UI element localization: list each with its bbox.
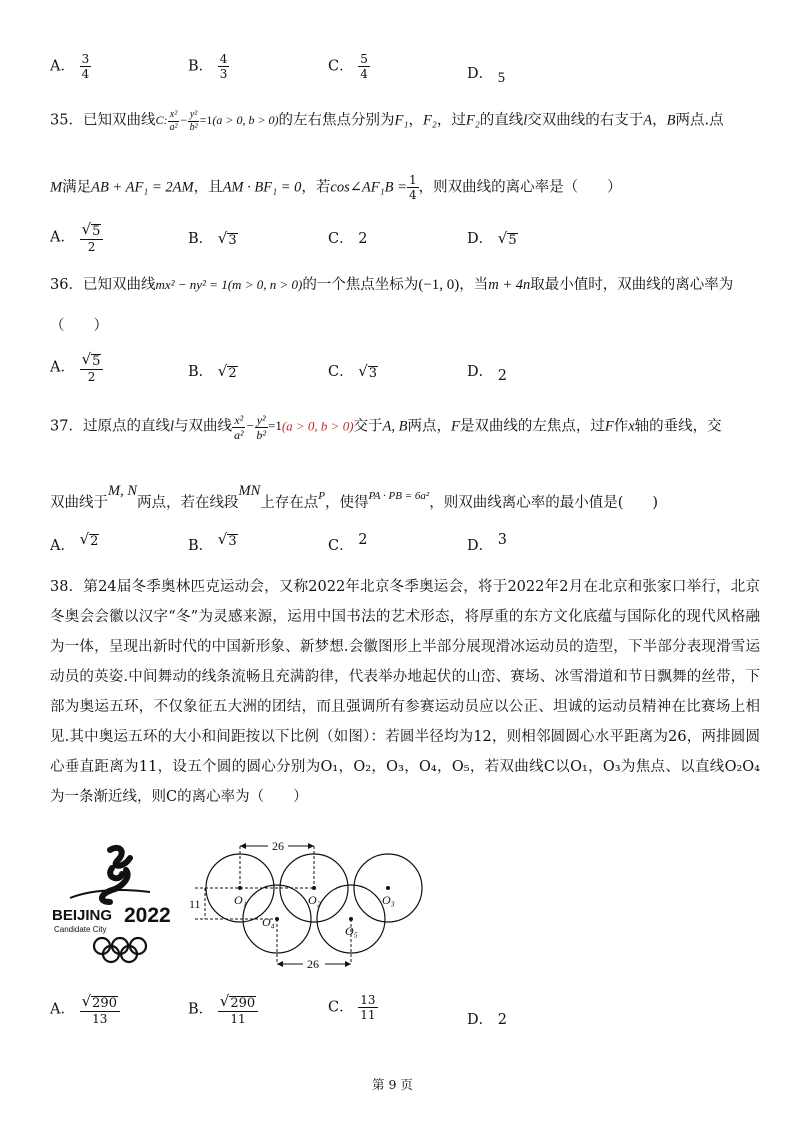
q36-option-a bbox=[50, 352, 103, 383]
radicand: 3 bbox=[228, 233, 237, 248]
denominator: 2 bbox=[87, 240, 96, 254]
radicand: 2 bbox=[228, 366, 237, 381]
q36-line-1 bbox=[50, 275, 733, 295]
dimension-label-left: 11 bbox=[189, 897, 201, 911]
denominator: 4 bbox=[408, 188, 417, 202]
question-text: 第24届冬季奥林匹克运动会，又称2022年北京冬季奥运会，将于2022年2月在北京和张家口举行，北京冬奥会会徽以汉字“冬”为灵感来源，运用中国书法的艺术形态，将厚重的东方文化底蕴与国际化的现代风格融为一体，呈现出新时代的中国新形象、新梦想.会徽图形上半部分展现滑冰运动员的造型，下半部分表现滑雪运动员的英姿.中间舞动的线条流畅且充满韵律，代表举办地起伏的山峦、赛场、冰雪滑道和节日飘舞的丝带，下部为奥运五环，不仅象征五大洲的团结，而且强调所有参赛运动员应以公正、坦诚的运动员精神在比赛场上相见.其中奥运五环的大小和间距按以下比例（如图）：若圆半径均为12，则相邻圆圆心水平距离为26，两排圆圆心垂直距离为11，设五个圆的圆心分别为O₁，O₂，O₃，O₄，O₅，若双曲线C以O₁，O₃为焦点、以直线O₂O₄为一条渐近线，则C的离心率为（ ） bbox=[50, 579, 761, 805]
numerator: y² bbox=[189, 109, 198, 120]
text: 的直线 bbox=[479, 112, 524, 129]
arrow-icon bbox=[277, 961, 283, 967]
focus-f2: F₂ bbox=[465, 112, 480, 129]
sqrt: √ 2 bbox=[217, 362, 237, 381]
option-label: D． bbox=[467, 364, 494, 380]
denominator: 4 bbox=[81, 67, 90, 81]
option-label: C． bbox=[328, 538, 354, 554]
numerator bbox=[80, 222, 104, 240]
point-m: M bbox=[50, 179, 63, 196]
option-value: 2 bbox=[497, 1012, 507, 1028]
text: 满足 bbox=[62, 179, 92, 196]
option-value: 2 bbox=[497, 368, 507, 384]
focus-f1: F₁ bbox=[394, 112, 409, 129]
text: 已知双曲线 bbox=[82, 112, 156, 129]
numerator bbox=[218, 994, 258, 1012]
expression: m + 4n bbox=[488, 277, 531, 293]
dimension-label-top: 26 bbox=[272, 839, 284, 853]
sqrt: √ 2 bbox=[79, 530, 99, 549]
arrow-icon bbox=[240, 843, 246, 849]
option-label: C． bbox=[328, 364, 354, 380]
numerator: 5 bbox=[360, 52, 368, 66]
option-value: 2 bbox=[358, 532, 368, 548]
point-b: B bbox=[666, 112, 676, 129]
option-label: D． bbox=[467, 231, 494, 247]
condition: (a > 0, b > 0) bbox=[212, 113, 279, 128]
segment-mn: MN bbox=[238, 483, 261, 499]
focus-coordinate: (−1, 0) bbox=[418, 277, 460, 293]
logo-text-beijing: BEIJING bbox=[52, 907, 113, 924]
option-label: A． bbox=[50, 58, 75, 75]
line-l: l bbox=[523, 112, 528, 129]
radicand: 2 bbox=[90, 534, 99, 549]
focus-f: F bbox=[451, 418, 460, 435]
option-value: 3 bbox=[497, 532, 507, 548]
denominator: 13 bbox=[92, 1012, 108, 1026]
option-label: C． bbox=[328, 58, 354, 75]
beijing-2022-logo bbox=[50, 838, 190, 970]
line-l: l bbox=[169, 418, 174, 435]
sqrt: √ 3 bbox=[217, 229, 237, 248]
option-label: B． bbox=[188, 1001, 214, 1018]
radicand: 5 bbox=[92, 224, 101, 239]
focus-f: F bbox=[604, 418, 614, 435]
center-dot bbox=[312, 886, 316, 890]
q35-option-c bbox=[328, 227, 367, 248]
text: ，则双曲线的离心率是（ ） bbox=[418, 179, 622, 196]
fraction bbox=[80, 352, 104, 383]
logo-text-candidate-city: Candidate City bbox=[54, 925, 107, 934]
numerator bbox=[80, 352, 104, 370]
option-label: C． bbox=[328, 999, 354, 1016]
q35-line-2 bbox=[50, 174, 622, 201]
text: 作 bbox=[613, 418, 629, 435]
fraction bbox=[188, 110, 200, 133]
numerator: 13 bbox=[360, 993, 376, 1007]
numerator: 4 bbox=[219, 52, 228, 66]
logo-swoosh-icon bbox=[70, 890, 150, 898]
denominator: 4 bbox=[360, 67, 368, 81]
option-label: D． bbox=[467, 66, 494, 82]
q36-line-2 bbox=[50, 316, 108, 336]
q37-option-d bbox=[467, 534, 507, 555]
option-label: D． bbox=[467, 538, 494, 554]
denominator: 11 bbox=[360, 1008, 376, 1022]
numerator: y² bbox=[256, 413, 266, 427]
text: 的左右焦点分别为 bbox=[278, 112, 395, 129]
label-o2: O₂ bbox=[308, 893, 321, 907]
sqrt: √ 290 bbox=[81, 992, 117, 1011]
denominator: b² bbox=[256, 428, 266, 442]
label-o4: O₄ bbox=[262, 915, 275, 929]
sqrt: √ 290 bbox=[219, 992, 256, 1011]
arrow-icon bbox=[308, 843, 314, 849]
option-label: A． bbox=[50, 538, 75, 554]
text: ，若 bbox=[301, 179, 331, 196]
label-o5: O₅ bbox=[345, 924, 358, 938]
vector-equation: PA · PB = 6a² bbox=[368, 490, 430, 502]
olympic-rings-icon bbox=[94, 938, 146, 962]
text: 两点， bbox=[407, 418, 451, 435]
text: 上存在点 bbox=[260, 495, 319, 511]
text: 与双曲线 bbox=[173, 418, 232, 435]
points-ab: A, B bbox=[382, 418, 408, 435]
text: 取最小值时，双曲线的离心率为 bbox=[530, 277, 734, 293]
q34-option-c bbox=[328, 53, 370, 80]
dimension-label-bottom: 26 bbox=[307, 957, 319, 971]
center-dot bbox=[349, 917, 353, 921]
text: ，且 bbox=[193, 179, 223, 196]
text: ，使得 bbox=[324, 495, 369, 511]
sqrt: √ 3 bbox=[217, 530, 237, 549]
fraction bbox=[407, 174, 419, 201]
q38-paragraph bbox=[50, 572, 760, 812]
q35-option-a bbox=[50, 222, 103, 253]
q37-option-b bbox=[188, 530, 238, 555]
option-label: B． bbox=[188, 538, 214, 554]
sqrt: √ 5 bbox=[497, 229, 517, 248]
sqrt: √ 5 bbox=[81, 220, 101, 239]
fraction bbox=[80, 994, 120, 1025]
text: 过原点的直线 bbox=[82, 418, 170, 435]
q37-line-1 bbox=[50, 414, 722, 441]
q35-option-d bbox=[467, 227, 518, 248]
text: 交于 bbox=[353, 418, 383, 435]
option-label: A． bbox=[50, 1001, 75, 1018]
text: 是双曲线的左焦点，过 bbox=[459, 418, 605, 435]
vector-equation-2: AM · BF₁ = 0 bbox=[222, 179, 302, 196]
curve-name: C bbox=[155, 113, 164, 128]
focus-f2: F₂ bbox=[422, 112, 437, 129]
fraction bbox=[358, 53, 370, 80]
denominator: 2 bbox=[87, 370, 96, 384]
page-number: 第 9 页 bbox=[372, 1077, 413, 1092]
option-label: A． bbox=[50, 229, 75, 246]
fraction bbox=[218, 994, 258, 1025]
condition: (a > 0, b > 0) bbox=[281, 418, 354, 434]
center-dot bbox=[386, 886, 390, 890]
radicand: 3 bbox=[228, 534, 237, 549]
numerator: x² bbox=[234, 413, 244, 427]
text: 交双曲线的右支于 bbox=[527, 112, 644, 129]
q38-option-a bbox=[50, 994, 120, 1025]
point-p: P bbox=[318, 490, 325, 502]
center-dot bbox=[275, 917, 279, 921]
radicand: 5 bbox=[508, 233, 517, 248]
q34-option-a bbox=[50, 53, 91, 80]
sqrt: √ 5 bbox=[81, 350, 101, 369]
cosine-expression: cos∠AF₁B = bbox=[330, 179, 407, 196]
text: 双曲线于 bbox=[50, 495, 108, 511]
option-label: B． bbox=[188, 58, 214, 75]
text: ，当 bbox=[459, 277, 489, 293]
option-label: B． bbox=[188, 231, 214, 247]
q36-option-c bbox=[328, 360, 378, 381]
numerator: 1 bbox=[408, 173, 417, 187]
radicand: 290 bbox=[230, 996, 256, 1011]
text: 轴的垂线，交 bbox=[634, 418, 722, 435]
text: 已知双曲线 bbox=[82, 277, 156, 293]
radicand: 3 bbox=[368, 366, 378, 381]
text: 两点，若在线段 bbox=[137, 495, 239, 511]
sqrt: √ 3 bbox=[358, 362, 378, 381]
label-o3: O₃ bbox=[382, 893, 395, 907]
hyperbola-equation: $\frac{\text{x²}}{\text{a²}}$ − $\frac{\text{y²}}{\text{b²}}$ =1 bbox=[233, 413, 282, 442]
option-label: A． bbox=[50, 359, 75, 376]
q37-option-c bbox=[328, 534, 367, 555]
point-a: A bbox=[643, 112, 653, 129]
text: 的一个焦点坐标为 bbox=[302, 277, 419, 293]
denominator: b² bbox=[189, 122, 198, 133]
fraction bbox=[218, 53, 230, 80]
points-mn: M, N bbox=[108, 483, 137, 499]
fraction bbox=[80, 222, 104, 253]
q35-option-b bbox=[188, 227, 238, 248]
denominator: 11 bbox=[230, 1012, 246, 1026]
text: ，过 bbox=[436, 112, 466, 129]
question-number: 35． bbox=[50, 112, 83, 129]
q37-option-a bbox=[50, 530, 99, 555]
arrow-icon bbox=[345, 961, 351, 967]
text: 两点.点 bbox=[675, 112, 724, 129]
denominator: a² bbox=[233, 428, 244, 442]
option-value: 2 bbox=[358, 231, 368, 247]
option-label: D． bbox=[467, 1012, 494, 1028]
q38-option-d bbox=[467, 1008, 507, 1029]
fraction bbox=[167, 110, 179, 133]
rings-diagram bbox=[185, 836, 425, 972]
fraction bbox=[254, 414, 268, 441]
q38-option-c bbox=[328, 994, 378, 1021]
fraction bbox=[358, 994, 377, 1021]
q36-option-d bbox=[467, 360, 507, 384]
question-number: 37． bbox=[50, 418, 83, 435]
text: ，则双曲线离心率的最小值是( ) bbox=[429, 495, 659, 511]
fraction bbox=[232, 414, 246, 441]
q35-line-1: 35．已知双曲线C: $\frac{\text{x²}}{\text{a²}}$ − $\frac{\text{y²}}{\text{b²}}$ =1(a > 0, b > 0)的左右焦点分别为F₁，F₂，过F₂的直线l交双曲线的右支于A，B两点.点 bbox=[50, 109, 724, 133]
denominator: a² bbox=[169, 122, 178, 133]
option-label: C． bbox=[328, 231, 354, 247]
numerator bbox=[80, 994, 120, 1012]
hyperbola-equation: C: $\frac{\text{x²}}{\text{a²}}$ − $\frac{\text{y²}}{\text{b²}}$ =1(a > 0, b > 0) bbox=[155, 109, 279, 133]
radicand: 290 bbox=[92, 996, 117, 1011]
q34-option-b bbox=[188, 53, 229, 80]
question-number: 38． bbox=[50, 579, 84, 595]
vector-equation-1: AB + AF₁ = 2AM bbox=[91, 179, 194, 196]
question-number: 36． bbox=[50, 277, 83, 293]
q37-line-2 bbox=[50, 483, 659, 514]
answer-paren: （ ） bbox=[50, 318, 108, 334]
fraction bbox=[80, 53, 92, 80]
logo-text-2022: 2022 bbox=[124, 904, 171, 927]
numerator: x² bbox=[169, 109, 178, 120]
logo-ribbon-icon bbox=[102, 848, 130, 902]
denominator: 3 bbox=[219, 67, 228, 81]
option-label: B． bbox=[188, 364, 214, 380]
label-o1: O₁ bbox=[234, 893, 247, 907]
x-axis-symbol: x bbox=[628, 418, 635, 435]
q36-option-b bbox=[188, 360, 238, 381]
option-value: 5 bbox=[497, 70, 505, 86]
hyperbola-equation: mx² − ny² = 1(m > 0, n > 0) bbox=[155, 277, 303, 292]
radicand: 5 bbox=[92, 354, 101, 369]
q38-option-b bbox=[188, 994, 258, 1025]
q34-option-d bbox=[467, 62, 505, 86]
numerator: 3 bbox=[81, 52, 90, 66]
center-dot bbox=[238, 886, 242, 890]
